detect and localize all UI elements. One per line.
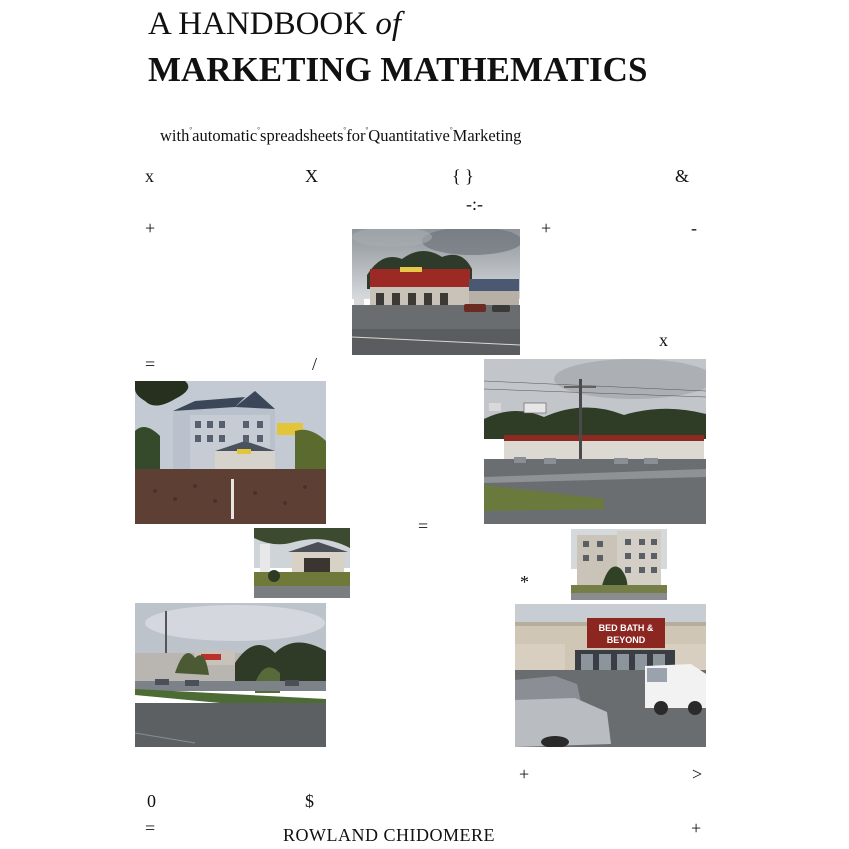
photo-bed-bath-beyond <box>515 604 706 747</box>
subtitle-word: automatic <box>192 126 258 145</box>
photo-hotel <box>135 381 326 524</box>
math-symbol: = <box>418 516 429 536</box>
subtitle-word: Quantitative <box>368 126 450 145</box>
photo-shopping-center <box>484 359 706 524</box>
math-symbol: -:- <box>466 194 483 214</box>
store-sign: BED BATH & <box>598 623 654 633</box>
book-title-line1 <box>148 4 401 44</box>
math-symbol: + <box>691 818 702 838</box>
author-name: ROWLAND CHIDOMERE <box>283 825 495 845</box>
math-symbol: = <box>145 818 156 838</box>
book-title-line2: MARKETING MATHEMATICS <box>148 50 648 89</box>
math-symbol: + <box>519 764 530 784</box>
math-symbol: $ <box>305 791 314 811</box>
subtitle-word: spreadsheets <box>260 126 344 145</box>
subtitle-word: with <box>160 126 190 145</box>
math-symbol: { } <box>452 166 474 186</box>
math-symbol: & <box>675 166 690 186</box>
math-symbol: * <box>520 572 529 592</box>
math-symbol: > <box>692 764 703 784</box>
math-symbol: = <box>145 354 156 374</box>
dot-separator: ° <box>365 126 369 134</box>
math-symbol: - <box>691 218 697 238</box>
dot-separator: ° <box>257 126 261 134</box>
photo-store-parking <box>135 603 326 747</box>
photo-small-building <box>254 528 350 598</box>
math-symbol: x <box>659 330 668 350</box>
title-of: of <box>375 6 402 42</box>
subtitle-word: for <box>346 126 366 145</box>
math-symbol: X <box>305 166 318 186</box>
math-symbol: + <box>145 218 156 238</box>
photo-apartments <box>571 529 667 600</box>
dot-separator: ° <box>189 126 193 134</box>
subtitle-word: Marketing <box>452 126 522 145</box>
math-symbol: / <box>312 354 318 374</box>
dot-separator: ° <box>343 126 347 134</box>
math-symbol: x <box>145 166 154 186</box>
title-handbook: A HANDBOOK <box>148 6 368 42</box>
book-subtitle <box>160 119 521 147</box>
math-symbol: + <box>541 218 552 238</box>
photo-strip-mall <box>352 229 520 355</box>
svg-text:BEYOND: BEYOND <box>606 635 646 645</box>
math-symbol: 0 <box>147 791 156 811</box>
dot-separator: ° <box>449 126 453 134</box>
